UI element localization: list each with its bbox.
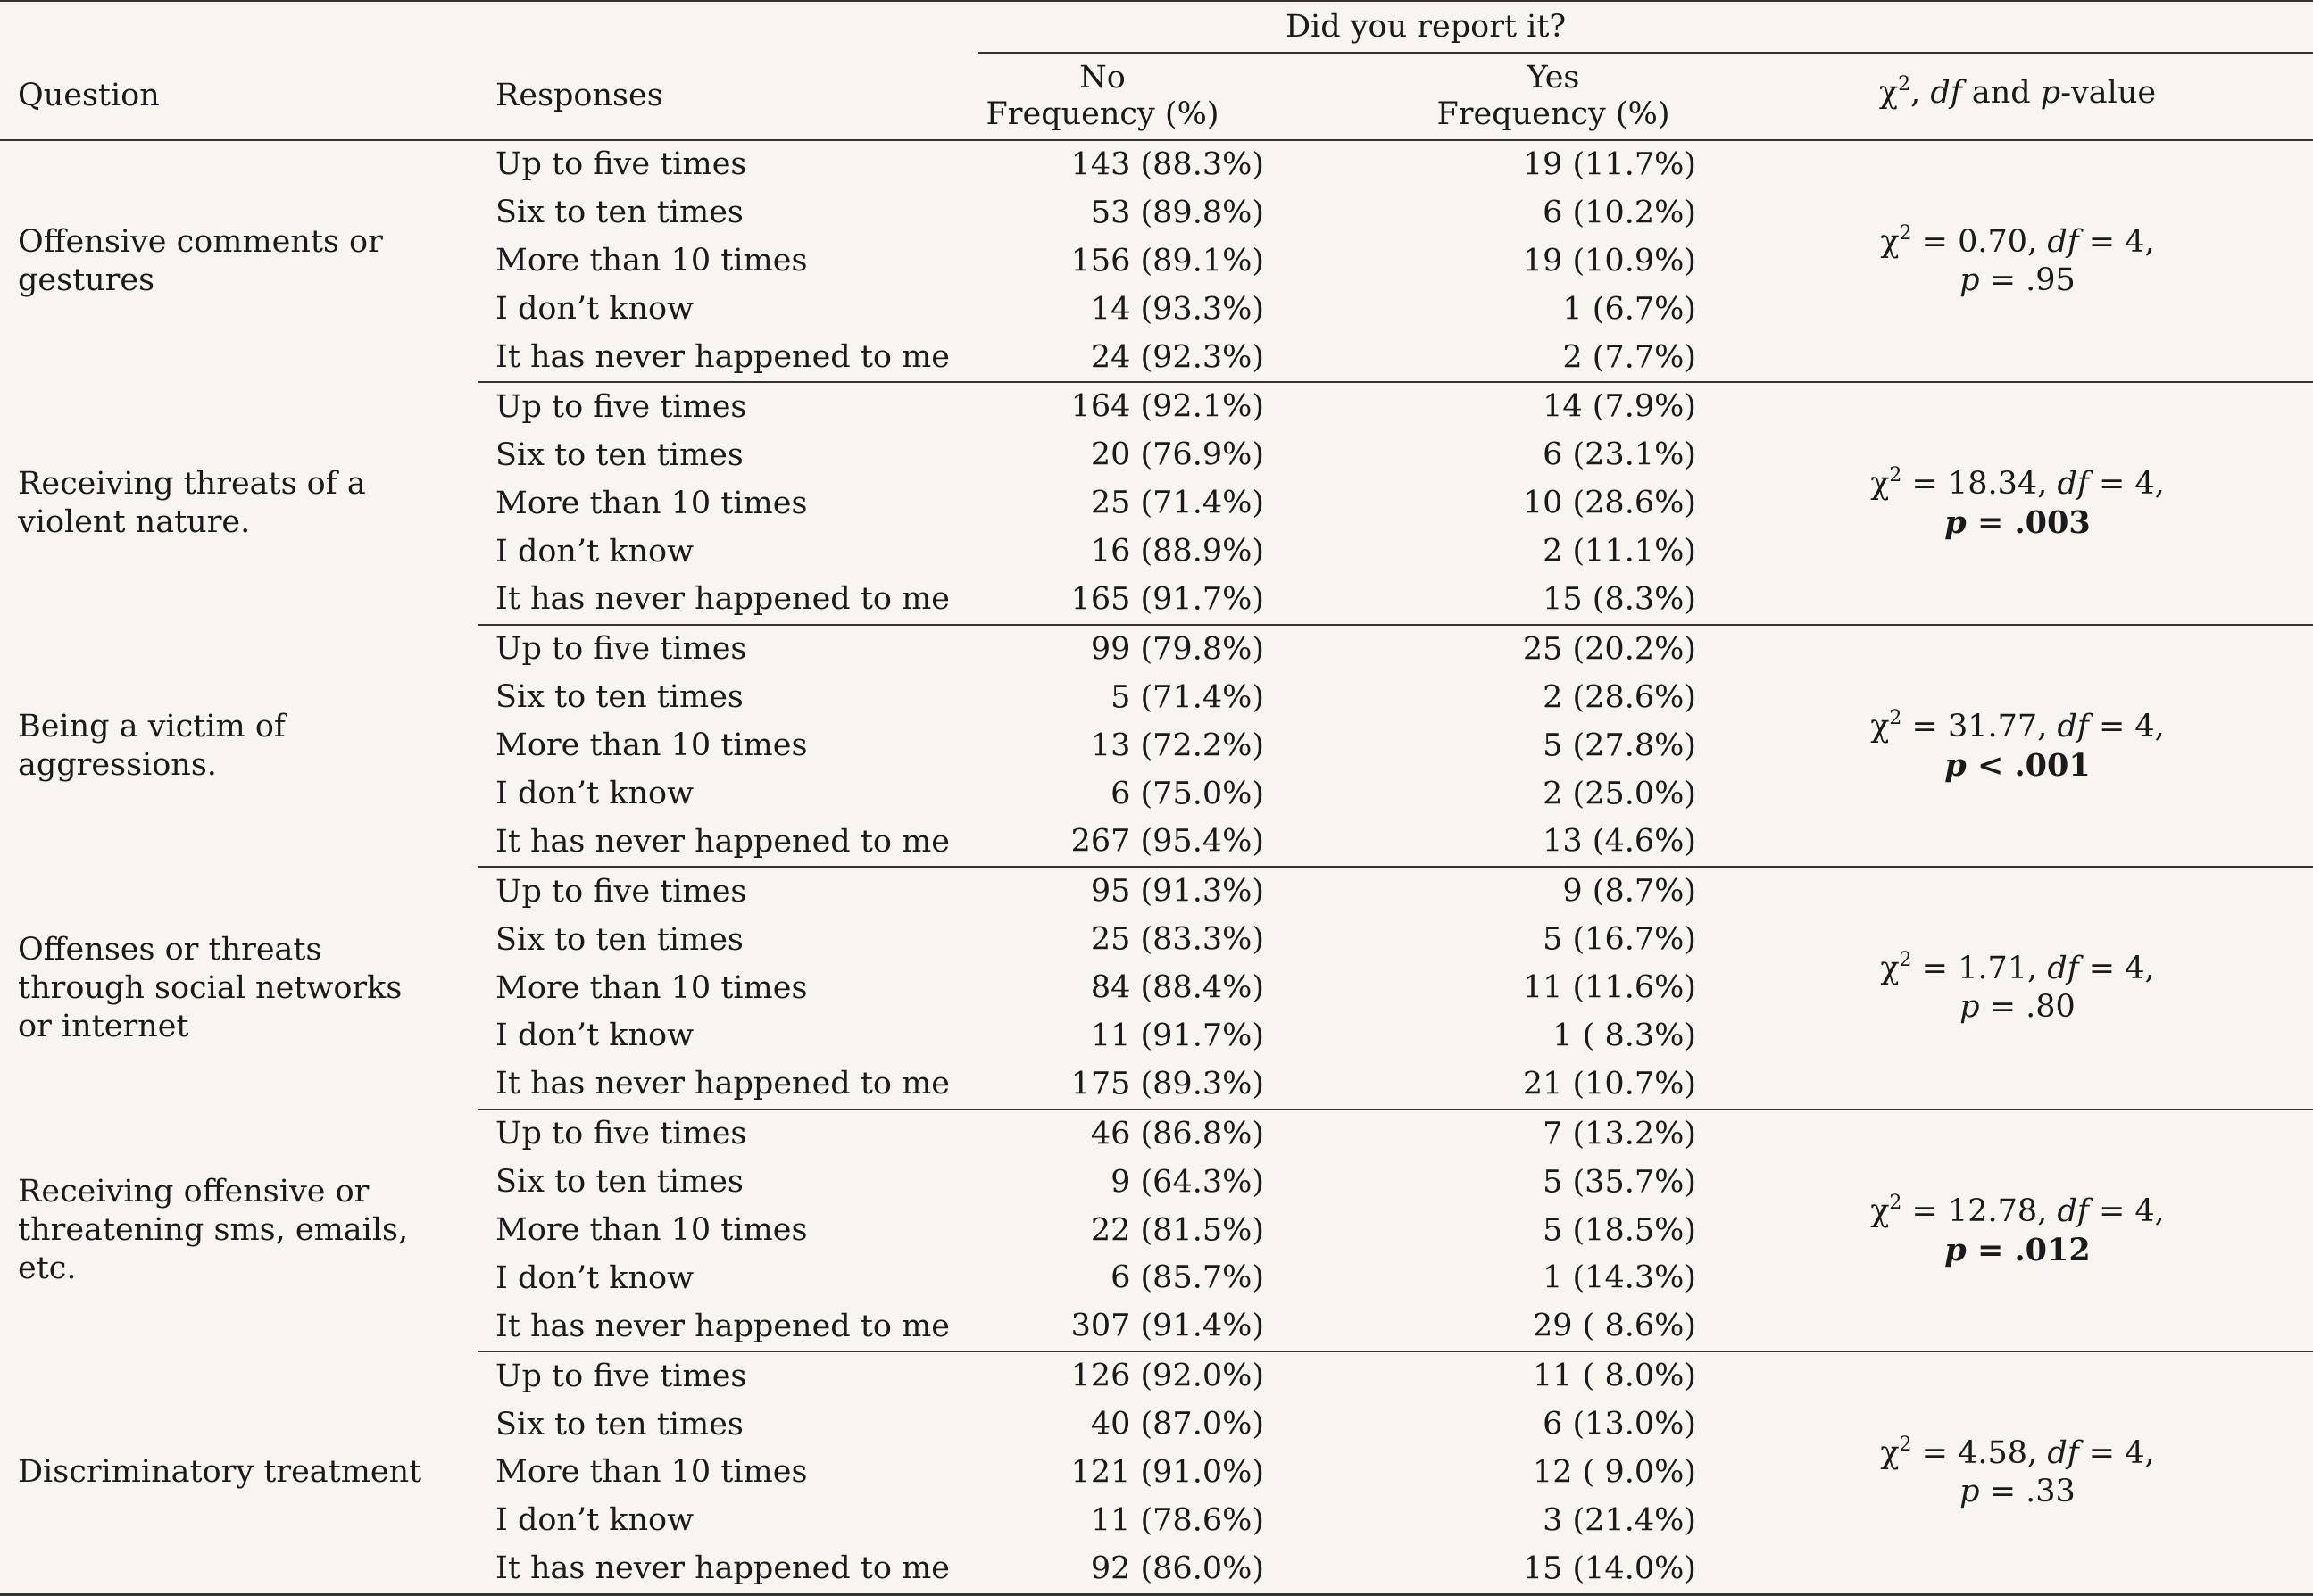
no-frequency: 164 (92.1%) [1070, 388, 1265, 425]
response-cell: Up to five times [495, 1116, 747, 1152]
yes-frequency: 25 (20.2%) [1522, 631, 1697, 668]
values-cell [978, 674, 2313, 722]
table-row [0, 625, 2313, 674]
no-frequency: 165 (91.7%) [1070, 581, 1265, 618]
values-cell [978, 1207, 2313, 1255]
question-cell: Discriminatory treatment [18, 1453, 422, 1490]
response-cell: More than 10 times [495, 485, 808, 521]
response-cell: I don’t know [495, 533, 695, 569]
response-cell: Up to five times [495, 388, 747, 425]
response-cell: More than 10 times [495, 727, 808, 764]
question-cell: Receiving offensive or threatening sms, emails, etc. [18, 1174, 409, 1287]
values-cell [978, 1497, 2313, 1545]
values-cell [978, 770, 2313, 819]
response-cell: It has never happened to me [478, 1302, 978, 1351]
yes-frequency: 2 (28.6%) [1543, 679, 1697, 716]
question-header: Question [18, 78, 160, 113]
values-cell [978, 722, 2313, 770]
no-frequency: 46 (86.8%) [1090, 1116, 1265, 1152]
responses-header: Responses [495, 78, 663, 113]
yes-frequency: 5 (18.5%) [1543, 1212, 1697, 1249]
yes-frequency: 15 (14.0%) [1522, 1550, 1697, 1587]
no-frequency: 24 (92.3%) [1090, 339, 1265, 375]
no-frequency: 53 (89.8%) [1090, 195, 1265, 231]
response-cell: More than 10 times [495, 243, 808, 279]
stat-header: $\chi^2$, df and p-value [1878, 73, 2157, 111]
yes-frequency: 2 (7.7%) [1562, 339, 1697, 375]
response-cell: Six to ten times [495, 195, 744, 231]
values-cell [978, 528, 2313, 576]
no-frequency: 22 (81.5%) [1090, 1212, 1265, 1249]
no-frequency: 13 (72.2%) [1090, 727, 1265, 764]
yes-header: Yes Frequency (%) [1436, 60, 1670, 132]
values-cell [978, 431, 2313, 479]
table-body [0, 140, 2313, 1594]
yes-frequency: 9 (8.7%) [1562, 873, 1697, 910]
response-cell: Up to five times [495, 146, 747, 183]
yes-frequency: 1 ( 8.3%) [1552, 1018, 1697, 1054]
response-cell: I don’t know [495, 1018, 695, 1054]
yes-frequency: 12 ( 9.0%) [1533, 1454, 1697, 1491]
yes-frequency: 15 (8.3%) [1543, 581, 1697, 618]
no-frequency: 6 (85.7%) [1111, 1259, 1265, 1296]
question-cell: Receiving threats of a violent nature. [18, 466, 366, 541]
table-row [0, 1351, 2313, 1401]
response-cell: Six to ten times [495, 1164, 744, 1201]
no-frequency: 14 (93.3%) [1090, 291, 1265, 328]
values-cell [978, 964, 2313, 1012]
yes-frequency: 5 (35.7%) [1543, 1164, 1697, 1201]
response-cell: Six to ten times [495, 1406, 744, 1442]
chi-square-stat: $\chi^2 = 31.77$, df = 4, p < .001 [1870, 706, 2165, 784]
yes-frequency: 29 ( 8.6%) [1533, 1308, 1697, 1344]
no-frequency: 11 (91.7%) [1090, 1018, 1265, 1054]
yes-frequency: 10 (28.6%) [1522, 485, 1697, 521]
table-row [0, 1110, 2313, 1159]
values-cell [978, 1159, 2313, 1207]
yes-frequency: 7 (13.2%) [1543, 1116, 1697, 1152]
table-row [0, 867, 2313, 916]
response-cell: Up to five times [495, 873, 747, 910]
no-frequency: 156 (89.1%) [1070, 243, 1265, 279]
chi-square-stat: $\chi^2 = 12.78$, df = 4, p = .012 [1870, 1191, 2165, 1268]
no-header: No Frequency (%) [986, 60, 1219, 132]
question-cell: Offensive comments or gestures [18, 224, 383, 299]
yes-frequency: 11 ( 8.0%) [1533, 1358, 1697, 1394]
response-cell: I don’t know [495, 291, 695, 328]
yes-frequency: 6 (10.2%) [1543, 195, 1697, 231]
response-cell: It has never happened to me [478, 334, 978, 383]
no-frequency: 9 (64.3%) [1111, 1164, 1265, 1201]
response-cell: Up to five times [495, 1358, 747, 1394]
no-frequency: 143 (88.3%) [1070, 146, 1265, 183]
table-row [0, 140, 2313, 189]
no-frequency: 6 (75.0%) [1111, 776, 1265, 812]
yes-frequency: 11 (11.6%) [1522, 969, 1697, 1006]
no-frequency: 25 (71.4%) [1090, 485, 1265, 521]
no-frequency: 95 (91.3%) [1090, 873, 1265, 910]
values-cell [978, 1449, 2313, 1497]
response-cell: I don’t know [495, 1502, 695, 1539]
values-cell [978, 1254, 2313, 1302]
values-cell [978, 1302, 2313, 1351]
yes-frequency: 21 (10.7%) [1522, 1066, 1697, 1102]
yes-frequency: 2 (11.1%) [1543, 533, 1697, 569]
no-frequency: 175 (89.3%) [1070, 1066, 1265, 1102]
no-frequency: 11 (78.6%) [1090, 1502, 1265, 1539]
did-you-report-heading: Did you report it? [1285, 8, 1567, 45]
no-frequency: 40 (87.0%) [1090, 1406, 1265, 1442]
response-cell: More than 10 times [495, 1454, 808, 1491]
values-cell [978, 1401, 2313, 1449]
values-cell [978, 1545, 2313, 1594]
no-frequency: 267 (95.4%) [1070, 823, 1265, 860]
response-cell: I don’t know [495, 1259, 695, 1296]
column-header-row [0, 53, 2313, 140]
chi-square-stat: $\chi^2 = 0.70$, df = 4, p = .95 [1880, 221, 2155, 298]
yes-frequency: 6 (13.0%) [1543, 1406, 1697, 1442]
values-cell [978, 237, 2313, 286]
response-cell: Six to ten times [495, 921, 744, 958]
values-cell [978, 189, 2313, 237]
yes-frequency: 13 (4.6%) [1543, 823, 1697, 860]
no-frequency: 92 (86.0%) [1090, 1550, 1265, 1587]
values-cell [978, 576, 2313, 625]
yes-frequency: 5 (27.8%) [1543, 727, 1697, 764]
values-cell [978, 286, 2313, 334]
values-cell [978, 818, 2313, 867]
yes-frequency: 5 (16.7%) [1543, 921, 1697, 958]
values-cell [978, 1060, 2313, 1110]
no-frequency: 121 (91.0%) [1070, 1454, 1265, 1491]
response-cell: It has never happened to me [478, 576, 978, 625]
table-row [0, 382, 2313, 431]
values-cell [978, 334, 2313, 383]
values-cell [978, 1012, 2313, 1060]
question-cell: Offenses or threats through social networks or internet [18, 931, 403, 1044]
response-cell: Six to ten times [495, 679, 744, 716]
yes-frequency: 6 (23.1%) [1543, 436, 1697, 473]
values-cell [978, 916, 2313, 964]
yes-frequency: 1 (14.3%) [1543, 1259, 1697, 1296]
response-cell: Six to ten times [495, 436, 744, 473]
response-cell: It has never happened to me [478, 1545, 978, 1594]
no-frequency: 126 (92.0%) [1070, 1358, 1265, 1394]
response-cell: More than 10 times [495, 1212, 808, 1249]
no-frequency: 16 (88.9%) [1090, 533, 1265, 569]
no-frequency: 84 (88.4%) [1090, 969, 1265, 1006]
header-group-row [0, 1, 2313, 53]
values-cell [978, 479, 2313, 528]
response-cell: More than 10 times [495, 969, 808, 1006]
response-cell: I don’t know [495, 776, 695, 812]
chi-square-stat: $\chi^2 = 1.71$, df = 4, p = .80 [1880, 949, 2155, 1026]
yes-frequency: 1 (6.7%) [1562, 291, 1697, 328]
response-cell: It has never happened to me [478, 818, 978, 867]
value-headers [978, 53, 2313, 140]
no-frequency: 5 (71.4%) [1111, 679, 1265, 716]
no-frequency: 307 (91.4%) [1070, 1308, 1265, 1344]
no-frequency: 20 (76.9%) [1090, 436, 1265, 473]
yes-frequency: 2 (25.0%) [1543, 776, 1697, 812]
yes-frequency: 14 (7.9%) [1543, 388, 1697, 425]
response-cell: Up to five times [495, 631, 747, 668]
chi-square-stat: $\chi^2 = 18.34$, df = 4, p = .003 [1870, 464, 2165, 542]
yes-frequency: 19 (10.9%) [1522, 243, 1697, 279]
no-frequency: 25 (83.3%) [1090, 921, 1265, 958]
question-cell: Being a victim of aggressions. [18, 708, 286, 783]
yes-frequency: 3 (21.4%) [1543, 1502, 1697, 1539]
response-cell: It has never happened to me [478, 1060, 978, 1110]
yes-frequency: 19 (11.7%) [1522, 146, 1697, 183]
no-frequency: 99 (79.8%) [1090, 631, 1265, 668]
chi-square-stat: $\chi^2 = 4.58$, df = 4, p = .33 [1880, 1434, 2155, 1510]
